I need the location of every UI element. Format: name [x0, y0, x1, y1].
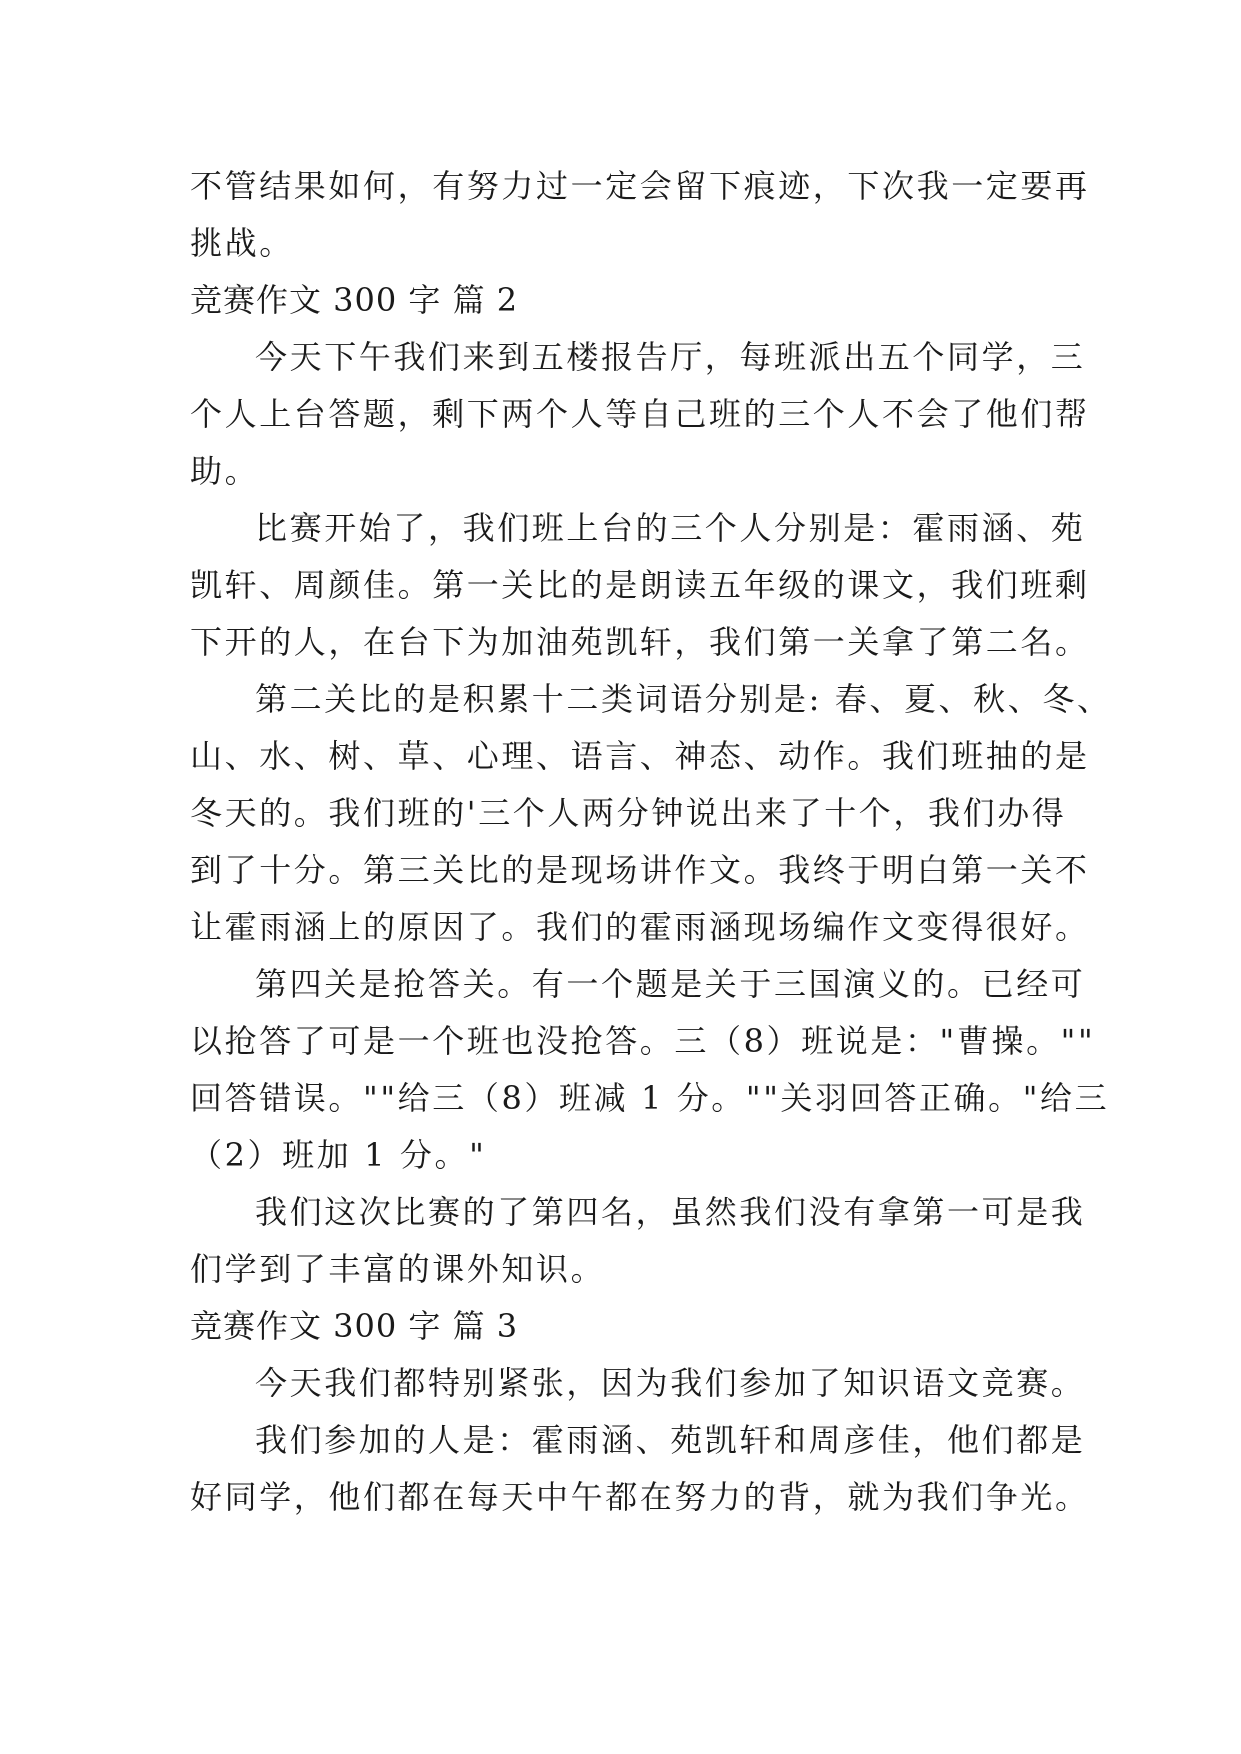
text-line: 冬天的。我们班的'三个人两分钟说出来了十个，我们办得	[190, 794, 1067, 832]
text-line: 好同学，他们都在每天中午都在努力的背，就为我们争光。	[190, 1478, 1090, 1516]
text-line: 第二关比的是积累十二类词语分别是: 春、夏、秋、冬、	[255, 680, 1112, 718]
text-line: 今天我们都特别紧张，因为我们参加了知识语文竞赛。	[255, 1364, 1086, 1402]
text-line: 以抢答了可是一个班也没抢答。三（8）班说是："曹操。""	[190, 1022, 1096, 1060]
text-line: 回答错误。""给三（8）班减 1 分。""关羽回答正确。"给三	[190, 1079, 1110, 1117]
text-line: 下开的人，在台下为加油苑凯轩，我们第一关拿了第二名。	[190, 623, 1090, 661]
text-line: 个人上台答题，剩下两个人等自己班的三个人不会了他们帮	[190, 395, 1090, 433]
text-line: 第四关是抢答关。有一个题是关于三国演义的。已经可	[255, 965, 1086, 1003]
text-line: 凯轩、周颜佳。第一关比的是朗读五年级的课文，我们班剩	[190, 566, 1090, 604]
text-line: （2）班加 1 分。"	[190, 1136, 487, 1174]
text-line: 山、水、树、草、心理、语言、神态、动作。我们班抽的是	[190, 737, 1090, 775]
text-line: 挑战。	[190, 224, 294, 262]
document-body	[190, 158, 1112, 1526]
text-line: 助。	[190, 452, 260, 490]
text-line: 今天下午我们来到五楼报告厅，每班派出五个同学，三	[255, 338, 1086, 376]
text-line: 到了十分。第三关比的是现场讲作文。我终于明白第一关不	[190, 851, 1090, 889]
text-line: 我们这次比赛的了第四名，虽然我们没有拿第一可是我	[255, 1193, 1086, 1231]
text-line: 们学到了丰富的课外知识。	[190, 1250, 606, 1288]
text-line: 比赛开始了，我们班上台的三个人分别是：霍雨涵、苑	[255, 509, 1086, 547]
text-line: 我们参加的人是：霍雨涵、苑凯轩和周彦佳，他们都是	[255, 1421, 1086, 1459]
section-heading: 竞赛作文 300 字 篇 2	[190, 281, 519, 319]
text-line: 让霍雨涵上的原因了。我们的霍雨涵现场编作文变得很好。	[190, 908, 1090, 946]
text-line: 不管结果如何，有努力过一定会留下痕迹，下次我一定要再	[190, 167, 1090, 205]
section-heading: 竞赛作文 300 字 篇 3	[190, 1307, 519, 1345]
